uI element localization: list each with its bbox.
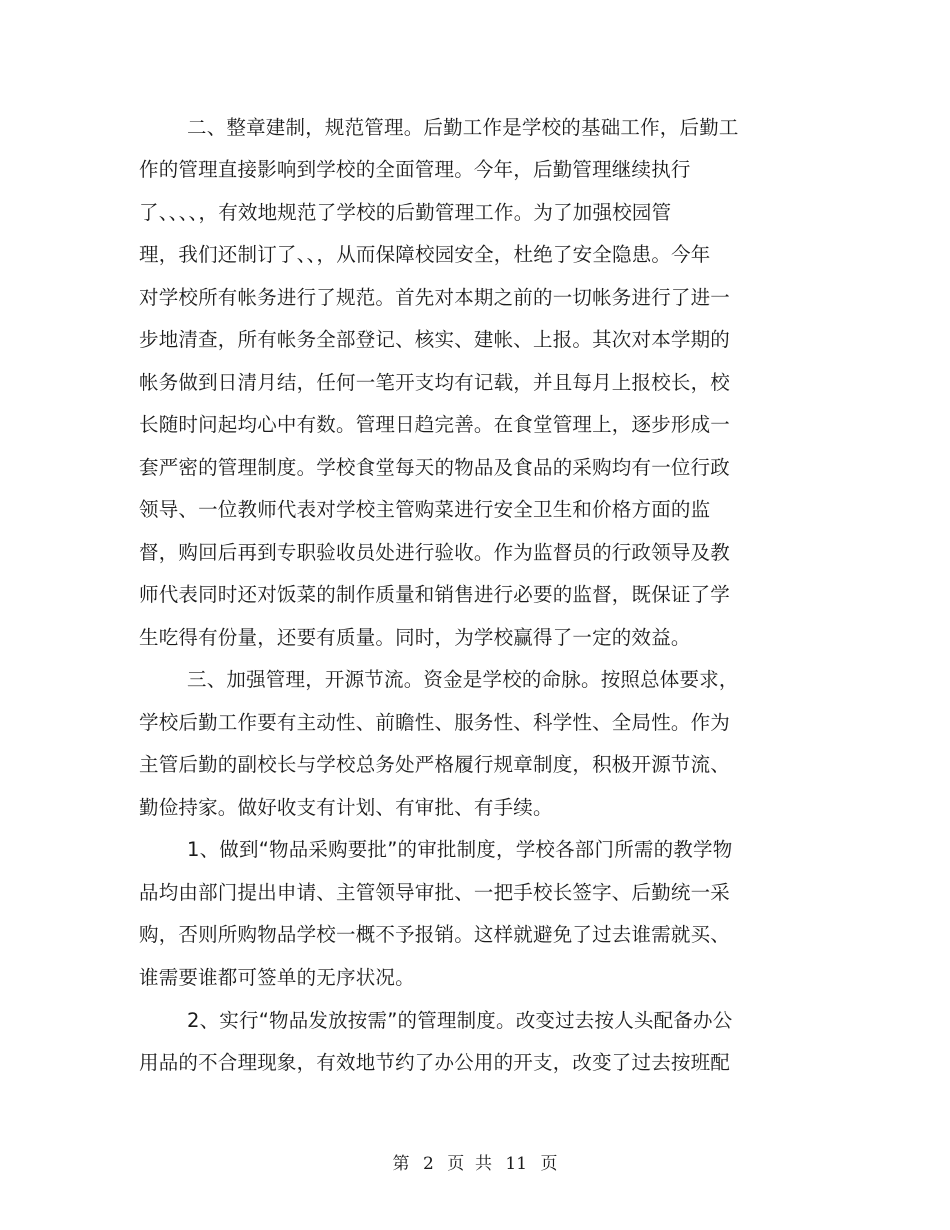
footer-prefix: 第 [392,1154,410,1174]
text-line: 购，否则所购物品学校一概不予报销。这样就避免了过去谁需就买、 [139,923,731,946]
text-line: 帐务做到日清月结，任何一笔开支均有记载，并且每月上报校长，校 [139,371,731,394]
text-line: 1、做到“物品采购要批”的审批制度，学校各部门所需的教学物 [187,838,733,861]
text-line: 勤俭持家。做好收支有计划、有审批、有手续。 [139,796,553,819]
page-footer [0,1152,950,1176]
text-line: 学校后勤工作要有主动性、前瞻性、服务性、科学性、全局性。作为 [139,711,731,734]
text-line: 生吃得有份量，还要有质量。同时，为学校赢得了一定的效益。 [139,626,691,649]
text-line: 用品的不合理现象，有效地节约了办公用的开支，改变了过去按班配 [139,1051,731,1074]
text-line: 套严密的管理制度。学校食堂每天的物品及食品的采购均有一位行政 [139,456,731,479]
text-line: 二、整章建制，规范管理。后勤工作是学校的基础工作，后勤工 [187,116,739,139]
text-line: 2、实行“物品发放按需”的管理制度。改变过去按人头配备办公 [187,1009,733,1032]
text-line: 了、、、、，有效地规范了学校的后勤管理工作。为了加强校园管 [139,201,672,224]
footer-suffix: 页 [540,1154,558,1174]
text-line: 对学校所有帐务进行了规范。首先对本期之前的一切帐务进行了进一 [139,286,731,309]
text-line: 作的管理直接影响到学校的全面管理。今年，后勤管理继续执行 [139,158,691,181]
text-line: 谁需要谁都可签单的无序状况。 [139,966,415,989]
text-line: 长随时问起均心中有数。管理日趋完善。在食堂管理上，逐步形成一 [139,413,731,436]
total-pages: 11 [505,1154,528,1174]
footer-middle: 页 共 [447,1154,492,1174]
text-line: 领导、一位教师代表对学校主管购菜进行安全卫生和价格方面的监 [139,498,711,521]
text-line: 三、加强管理，开源节流。资金是学校的命脉。按照总体要求， [187,668,739,691]
text-line: 督，购回后再到专职验收员处进行验收。作为监督员的行政领导及教 [139,541,731,564]
text-line: 主管后勤的副校长与学校总务处严格履行规章制度，积极开源节流、 [139,753,731,776]
page-number: 2 [422,1154,434,1174]
text-line: 理，我们还制订了、、，从而保障校园安全，杜绝了安全隐患。今年 [139,243,711,266]
text-line: 品均由部门提出申请、主管领导审批、一把手校长签字、后勤统一采 [139,881,731,904]
text-line: 师代表同时还对饭菜的制作质量和销售进行必要的监督，既保证了学 [139,583,731,606]
text-line: 步地清查，所有帐务全部登记、核实、建帐、上报。其次对本学期的 [139,328,731,351]
